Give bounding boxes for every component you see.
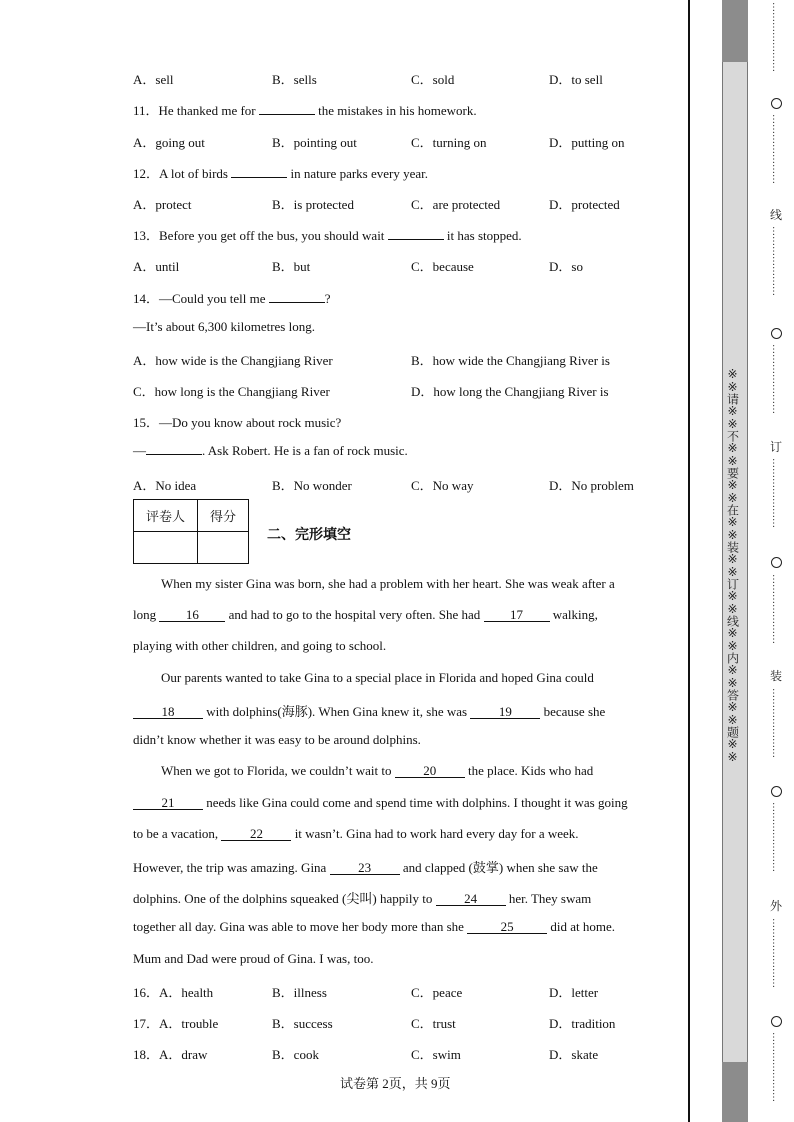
binding-strip-bottom [722, 1062, 748, 1122]
q14-option-c: C．how long is the Changjiang River [133, 384, 330, 399]
cloze-q16-option-c: C．peace [411, 985, 463, 1000]
cloze-blank-21: 21 [133, 796, 203, 810]
dotted-segment: ………………… [770, 802, 781, 872]
circle-mark [771, 1016, 782, 1027]
passage-line: However, the trip was amazing. Gina 23 and clapped (鼓掌) when she saw the [133, 860, 598, 875]
cloze-q16-option-a: 16．A．health [133, 985, 214, 1000]
binding-strip-top [722, 0, 748, 62]
q15-option-c: C．No way [411, 478, 474, 493]
answer-blank [231, 177, 287, 178]
question-14: 14．—Could you tell me ? [133, 291, 331, 306]
dotted-segment: ………………… [770, 2, 781, 72]
q14-option-b: B．how wide the Changjiang River is [411, 353, 610, 368]
score-box [133, 499, 249, 564]
passage-line: dolphins. One of the dolphins squeaked (尖叫) happily to 24 her. They swam [133, 891, 592, 906]
cloze-blank-20: 20 [395, 764, 465, 778]
cloze-blank-17: 17 [484, 608, 550, 622]
binding-dotted-line [768, 0, 784, 1122]
margin-label-pack: 装 [770, 669, 783, 683]
q13-option-d: D．so [549, 259, 583, 274]
cloze-q17-option-d: D．tradition [549, 1016, 616, 1031]
q14-option-a: A．how wide is the Changjiang River [133, 353, 333, 368]
q12-option-c: C．are protected [411, 197, 501, 212]
cloze-blank-24: 24 [436, 892, 506, 906]
question-13: 13．Before you get off the bus, you should wait it has stopped. [133, 228, 522, 243]
margin-label-bind: 订 [770, 440, 783, 454]
q12-option-a: A．protect [133, 197, 192, 212]
q15-option-a: A．No idea [133, 478, 197, 493]
cloze-q17-option-c: C．trust [411, 1016, 456, 1031]
passage-line: to be a vacation, 22 it wasn’t. Gina had to work hard every day for a week. [133, 826, 579, 841]
q13-option-a: A．until [133, 259, 180, 274]
q14-reply: —It’s about 6,300 kilometres long. [133, 319, 315, 334]
question-11: 11．He thanked me for the mistakes in his homework. [133, 103, 477, 118]
q11-option-a: A．going out [133, 135, 205, 150]
cloze-q17-option-a: 17．A．trouble [133, 1016, 219, 1031]
cloze-q18-option-b: B．cook [272, 1047, 319, 1062]
q10-option-b: B．sells [272, 72, 317, 87]
score-header: 得分 [198, 500, 249, 532]
dotted-segment: ………………… [770, 1032, 781, 1102]
binding-margin [688, 0, 794, 1122]
margin-label-line: 线 [770, 208, 783, 222]
passage-line: playing with other children, and going to school. [133, 638, 387, 653]
margin-divider [688, 0, 690, 1122]
answer-blank [146, 454, 202, 455]
reviewer-cell [134, 532, 198, 564]
answer-blank [269, 302, 325, 303]
cloze-blank-23: 23 [330, 861, 400, 875]
cloze-q17-option-b: B．success [272, 1016, 333, 1031]
answer-blank [259, 114, 315, 115]
binding-warning-text: ※※请※※不※※要※※在※※装※※订※※线※※内※※答※※题※※ [725, 367, 740, 763]
q15-option-d: D．No problem [549, 478, 634, 493]
q13-option-b: B．but [272, 259, 311, 274]
q10-option-d: D．to sell [549, 72, 603, 87]
q11-option-d: D．putting on [549, 135, 625, 150]
circle-mark [771, 557, 782, 568]
q12-option-b: B．is protected [272, 197, 354, 212]
cloze-blank-22: 22 [221, 827, 291, 841]
q13-option-c: C．because [411, 259, 474, 274]
dotted-segment: ………………… [770, 574, 781, 644]
q15-option-b: B．No wonder [272, 478, 352, 493]
cloze-blank-25: 25 [467, 920, 547, 934]
cloze-q16-option-b: B．illness [272, 985, 327, 1000]
circle-mark [771, 98, 782, 109]
passage-line: 21 needs like Gina could come and spend time with dolphins. I thought it was going [133, 795, 628, 811]
cloze-blank-16: 16 [159, 608, 225, 622]
cloze-q18-option-a: 18．A．draw [133, 1047, 208, 1062]
passage-line: together all day. Gina was able to move her body more than she 25 did at home. [133, 919, 616, 934]
q11-option-b: B．pointing out [272, 135, 357, 150]
passage-line: Our parents wanted to take Gina to a special place in Florida and hoped Gina could [161, 670, 594, 685]
q10-option-c: C．sold [411, 72, 455, 87]
passage-line: didn’t know whether it was easy to be around dolphins. [133, 732, 421, 747]
dotted-segment: ………………… [770, 688, 781, 758]
score-cell [198, 532, 249, 564]
passage-line: Mum and Dad were proud of Gina. I was, too. [133, 951, 374, 966]
question-15: 15．—Do you know about rock music? [133, 415, 342, 430]
q12-option-d: D．protected [549, 197, 620, 212]
page-footer: 试卷第 2页，共 9页 [340, 1076, 451, 1091]
answer-blank [388, 239, 444, 240]
circle-mark [771, 786, 782, 797]
dotted-segment: ………………… [770, 114, 781, 184]
question-12: 12．A lot of birds in nature parks every year. [133, 166, 429, 181]
passage-line: When we got to Florida, we couldn’t wait to 20 the place. Kids who had [161, 763, 594, 778]
margin-label-outer: 外 [770, 899, 783, 913]
dotted-segment: ………………… [770, 226, 781, 296]
reviewer-header: 评卷人 [134, 500, 198, 532]
circle-mark [771, 328, 782, 339]
cloze-blank-18: 18 [133, 705, 203, 719]
dotted-segment: ………………… [770, 918, 781, 988]
cloze-q16-option-d: D．letter [549, 985, 599, 1000]
passage-line: long 16 and had to go to the hospital very often. She had 17 walking, [133, 607, 598, 622]
dotted-segment: ………………… [770, 458, 781, 528]
q15-reply: — . Ask Robert. He is a fan of rock music. [133, 443, 408, 458]
q11-option-c: C．turning on [411, 135, 487, 150]
cloze-q18-option-d: D．skate [549, 1047, 599, 1062]
q14-option-d: D．how long the Changjiang River is [411, 384, 609, 399]
cloze-q18-option-c: C．swim [411, 1047, 461, 1062]
section-title: 二、完形填空 [267, 527, 351, 543]
passage-line: When my sister Gina was born, she had a problem with her heart. She was weak after a [161, 576, 615, 591]
cloze-blank-19: 19 [470, 705, 540, 719]
q10-option-a: A．sell [133, 72, 174, 87]
passage-line: 18 with dolphins(海豚). When Gina knew it, she was 19 because she [133, 701, 605, 720]
dotted-segment: ………………… [770, 344, 781, 414]
